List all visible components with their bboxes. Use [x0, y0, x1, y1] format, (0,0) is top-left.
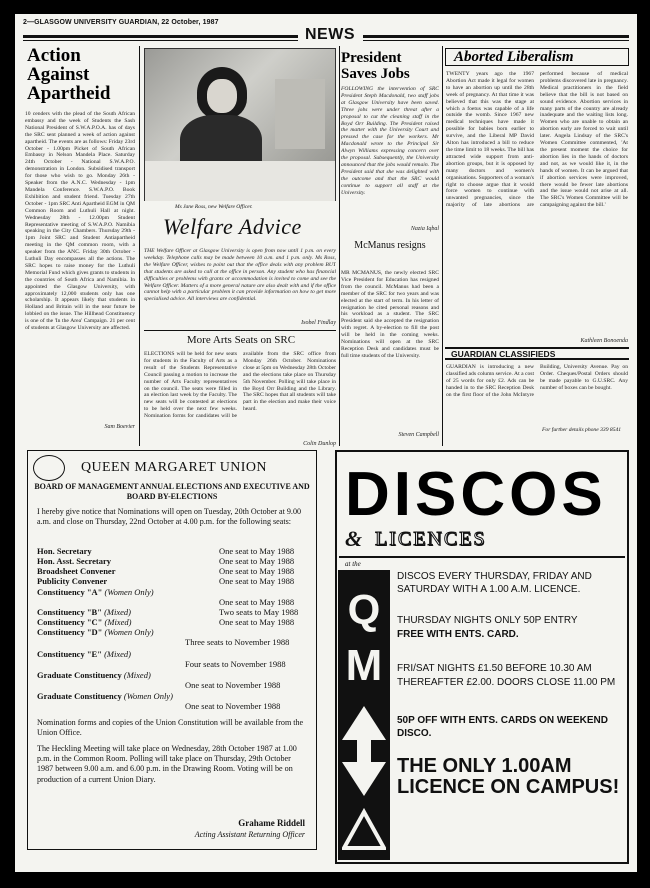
qmu-constituency-row: Constituency "A" (Women Only)	[37, 587, 154, 597]
disco-line-4: 50P OFF WITH ENTS. CARDS ON WEEKEND DISCO.	[397, 715, 608, 739]
qm-logo-triangle-icon	[342, 808, 386, 852]
newspaper-page	[15, 14, 637, 872]
president-signature: Nazia Iqbal	[410, 226, 439, 232]
section-title: NEWS	[305, 26, 355, 43]
qmu-crest-icon	[33, 455, 65, 481]
classifieds-body: GUARDIAN is introducing a new classified ads column service. At a cost of 25 words for only £2. Ads can be handed in to the SRC Reception Desk on the first floor of the John McIntyre Building, University Avenue. Pay on Order. Cheques/Postal Orders should be made payable to G.U.SRC. Any number of boxes can be bought.	[446, 364, 628, 398]
qm-logo-arrows-icon	[342, 706, 386, 796]
qmu-notice: I hereby give notice that Nominations will open on Tuesday, 20th October at 9.00 a.m. and close on Thursday, 22nd October at 4.00 p.m. for the following seats:	[37, 507, 302, 527]
apartheid-headline: Action Against Apartheid	[27, 45, 111, 104]
photo-desk-shape	[145, 161, 335, 201]
disco-big-text: THE ONLY 1.00AM LICENCE ON CAMPUS!	[397, 755, 620, 798]
disco-line-2b: FREE WITH ENTS. CARD.	[397, 629, 519, 640]
qmu-seat-row: Publicity Convener One seat to May 1988	[37, 576, 295, 586]
disco-title: DISCOS	[345, 460, 607, 529]
qmu-forms-text: Nomination forms and copies of the Union Constitution will be available from the Union Office.	[37, 718, 304, 738]
qmu-subtitle: BOARD OF MANAGEMENT ANNUAL ELECTIONS AND EXECUTIVE AND BOARD BY-ELECTIONS	[34, 482, 310, 501]
disco-line-1: DISCOS EVERY THURSDAY, FRIDAY AND SATURDAY WITH A 1.00 A.M. LICENCE.	[397, 571, 592, 595]
qmu-constituency-row: Constituency "C" (Mixed) One seat to May 1988	[37, 617, 295, 627]
photo-caption: Ms Jane Ross, new Welfare Officer.	[175, 204, 253, 210]
mcmanus-headline: McManus resigns	[354, 240, 426, 251]
president-body: FOLLOWING the intervention of SRC President Steph Macdonald, two staff jobs at Glasgow University have been saved. Three jobs were under threat after a proposal to cut the cleaning staff in the Boyd Orr Building. The President raised the matter with the University Court and pressed the case for the workers. Mr Macdonald wrote to the Principal Sir Alwyn Williams expressing concern over the proposal. Subsequently, the University announced that the jobs would remain. The President said that she was delighted with the outcome and that the SRC would continue to support all staff at the University.	[341, 86, 439, 196]
qmu-title: QUEEN MARGARET UNION	[81, 460, 267, 475]
welfare-signature: Isobel Findlay	[301, 320, 336, 326]
apartheid-body: 10 cenders with the plead of the South African embassy and the week of Students the Sash National President of S.W.A.P.O.A. has of days the SRC sent planned a week of action against apartheid. The events are as follows: Friday 23rd October - 1.00pm Picket of South African Embassy in Nelson Mandela Place. Saturday 24th October - National S.W.A.P.O. demonstration in London. Subsidised transport for those who wish to go. Monday 26th - Speaker from the A.N.C. Wednesday - 1pm Mandela Conference. S.W.A.P.O. Book Exhibition and student friend. Tuesday 27th October - 1pm SRC Anti Apartheid EGM in QM Common Room and Luthuli Hall at night. Wednesday 28th - 12.00pm Student Representative meeting of S.W.A.P.O. Namibia speaking in the City Chambers. Thursday 29th - 1pm Joint SRC and Student Antiapartheid meeting in the QM common room, with a speaker from the ANC. Friday 30th October - Luthuli Day encompasses all the actions. The SRC hopes to raise money for the Luthuli Memorial Fund which gives grants to students in the countries of South Africa and Namibia. In appointed the Glasgow University, with approximately 12,000 students only has one scholarship. It appears likely that students in Holland and Britain will in the near future be lobbied on the issue. The Hillhead Constituency is one of the 'In the Area' Campaign. 21 per cent of students at Glasgow University are affected.	[25, 111, 135, 332]
seats-signature: Colin Dunlop	[303, 441, 336, 447]
qmu-constituency-seat: One seat to May 1988	[219, 597, 295, 607]
disco-at-the: at the	[345, 560, 361, 568]
classifieds-headline: GUARDIAN CLASSIFIEDS	[451, 349, 556, 359]
aborted-body: TWENTY years ago the 1967 Abortion Act made it legal for women to have an abortion up until the 28th week of pregnancy. At that time it was believed that this was the stage at which a foetus was capable of a life outside the womb. Since 1967 new medical techniques have made it possible for babies born earlier to survive, and the Liberal MP David Alton has introduced a bill to reduce the time limit to 18 weeks. The bill has attracted wide support from anti-abortion groups, but it is opposed by many doctors and women's organisations. Supporters of a woman's right to choose argue that it would force women to continue with unwanted pregnancies, since the majority of late abortions are performed because of medical problems discovered late in pregnancy. Medical practitioners in the field believe that the bill is not based on sound evidence. Abortion services in many parts of the country are already inadequate and the waiting lists long. Women who are unable to obtain an abortion early are forced to wait until later. Angela Lindsay of the SRC's Women Committee commented, 'At the present moment the choice for abortion lies in the hands of doctors and not, as we would like it, in the hands of women. It can be argued that if abortion services were improved, there would be fewer late abortions and the issue would not arise at all. The SRC's Women Committee will be campaigning against the bill.'	[446, 71, 628, 209]
president-headline: President Saves Jobs	[341, 50, 410, 82]
date-line: 2—GLASGOW UNIVERSITY GUARDIAN, 22 October, 1987	[23, 19, 219, 26]
qmu-constituency-row: Graduate Constituency (Women Only)	[37, 691, 173, 701]
qm-logo-strip	[338, 570, 390, 860]
qmu-signer: Grahame Riddell	[238, 818, 305, 828]
mcmanus-body: MR MCMANUS, the newly elected SRC Vice President for Education has resigned from the council. McManus had been a member of the SRC for two years and was elected at the start of term. In his letter of resignation he cited personal reasons and his workload as a student. The SRC President said she accepted the resignation with regret. A by-election to fill the post will be held in the coming weeks. Nominations will open at the SRC Reception Desk and candidates must be full time students of the University.	[341, 270, 439, 359]
photo-cabinet-shape	[275, 79, 325, 149]
qmu-seat-row: Hon. Secretary One seat to May 1988	[37, 546, 295, 556]
seats-headline: More Arts Seats on SRC	[186, 334, 296, 346]
disco-line-2: THURSDAY NIGHTS ONLY 50P ENTRY	[397, 615, 578, 626]
disco-licences: LICENCES	[375, 528, 487, 550]
qmu-constituency-seat: Three seats to November 1988	[185, 637, 290, 647]
qm-logo-m: M	[345, 641, 383, 690]
welfare-officer-photo	[144, 48, 336, 201]
disco-line-3: FRI/SAT NIGHTS £1.50 BEFORE 10.30 AM THEREAFTER £2.00. DOORS CLOSE 11.00 PM	[397, 663, 616, 688]
qmu-constituency-row: Constituency "B" (Mixed) Two seats to May 1988	[37, 607, 299, 617]
qmu-signer-title: Acting Assistant Returning Officer	[194, 830, 305, 839]
welfare-headline: Welfare Advice	[163, 214, 302, 239]
qm-logo-q: Q	[347, 586, 381, 633]
qmu-constituency-seat: One seat to November 1988	[185, 680, 281, 690]
photo-face-shape	[207, 79, 237, 113]
disco-amp: &	[345, 526, 363, 551]
mcmanus-signature: Steven Campbell	[398, 432, 439, 438]
aborted-headline: Aborted Liberalism	[454, 49, 574, 65]
qmu-constituency-row: Constituency "D" (Women Only)	[37, 627, 154, 637]
qmu-constituency-row: Constituency "E" (Mixed)	[37, 649, 131, 659]
qmu-seat-row: Hon. Asst. Secretary One seat to May 1988	[37, 556, 295, 566]
classifieds-header	[445, 347, 629, 360]
qmu-constituency-seat: One seat to November 1988	[185, 701, 281, 711]
qmu-heckling-text: The Heckling Meeting will take place on Wednesday, 28th October 1987 at 1.00 p.m. in the Common Room. Polling will take place on Thursday, 29th October 1987 between 9.00 a.m. and 6.00 p.m. in the Drawing Room. Voting will be on production of a current Union Diary.	[37, 744, 297, 784]
apartheid-signature: Sam Boevier	[104, 424, 135, 430]
classifieds-contact: For further details phone 339 8541	[542, 427, 622, 433]
seats-body: ELECTIONS will be held for new seats for students in the Faculty of Arts as a result of the Students Representative Council passing a motion to increase the number of Arts Faculty representatives on the council. The seats were filled in an election last week by the Faculty. The new seats will be contested at elections to be held over the next few weeks. Nomination forms for candidates will be available from the SRC office from Monday 26th October. Nominations close at 5pm on Wednesday 28th October and the elections take place on Thursday 5th November. Polling will take place in the Boyd Orr Building and the Library. The SRC hopes that all students will take part in the election and make their voice heard.	[144, 351, 336, 420]
qmu-constituency-seat: Four seats to November 1988	[185, 659, 286, 669]
welfare-body: THE Welfare Officer at Glasgow University is open from now until 1 p.m. on every weekday. Telephone calls may be made between 10 a.m. and 1 p.m. only. Ms Ross, the Welfare Officer, wishes to point out that the office deals with any problem BUT that students are asked to call at the office in person. Any student who has financial difficulties or problems with grants or accommodation is invited to come and see the Welfare Officer. Matters of a more general nature are also dealt with and if the office cannot help with a particular problem it can provide information on how to get more specialised advice. All interviews are confidential.	[144, 248, 336, 303]
aborted-headline-box	[445, 48, 629, 66]
qmu-seat-row: Broadsheet Convener One seat to May 1988	[37, 566, 295, 576]
aborted-signature: Kathleen Bonoenda	[580, 338, 628, 344]
qmu-constituency-row: Graduate Constituency (Mixed)	[37, 670, 151, 680]
